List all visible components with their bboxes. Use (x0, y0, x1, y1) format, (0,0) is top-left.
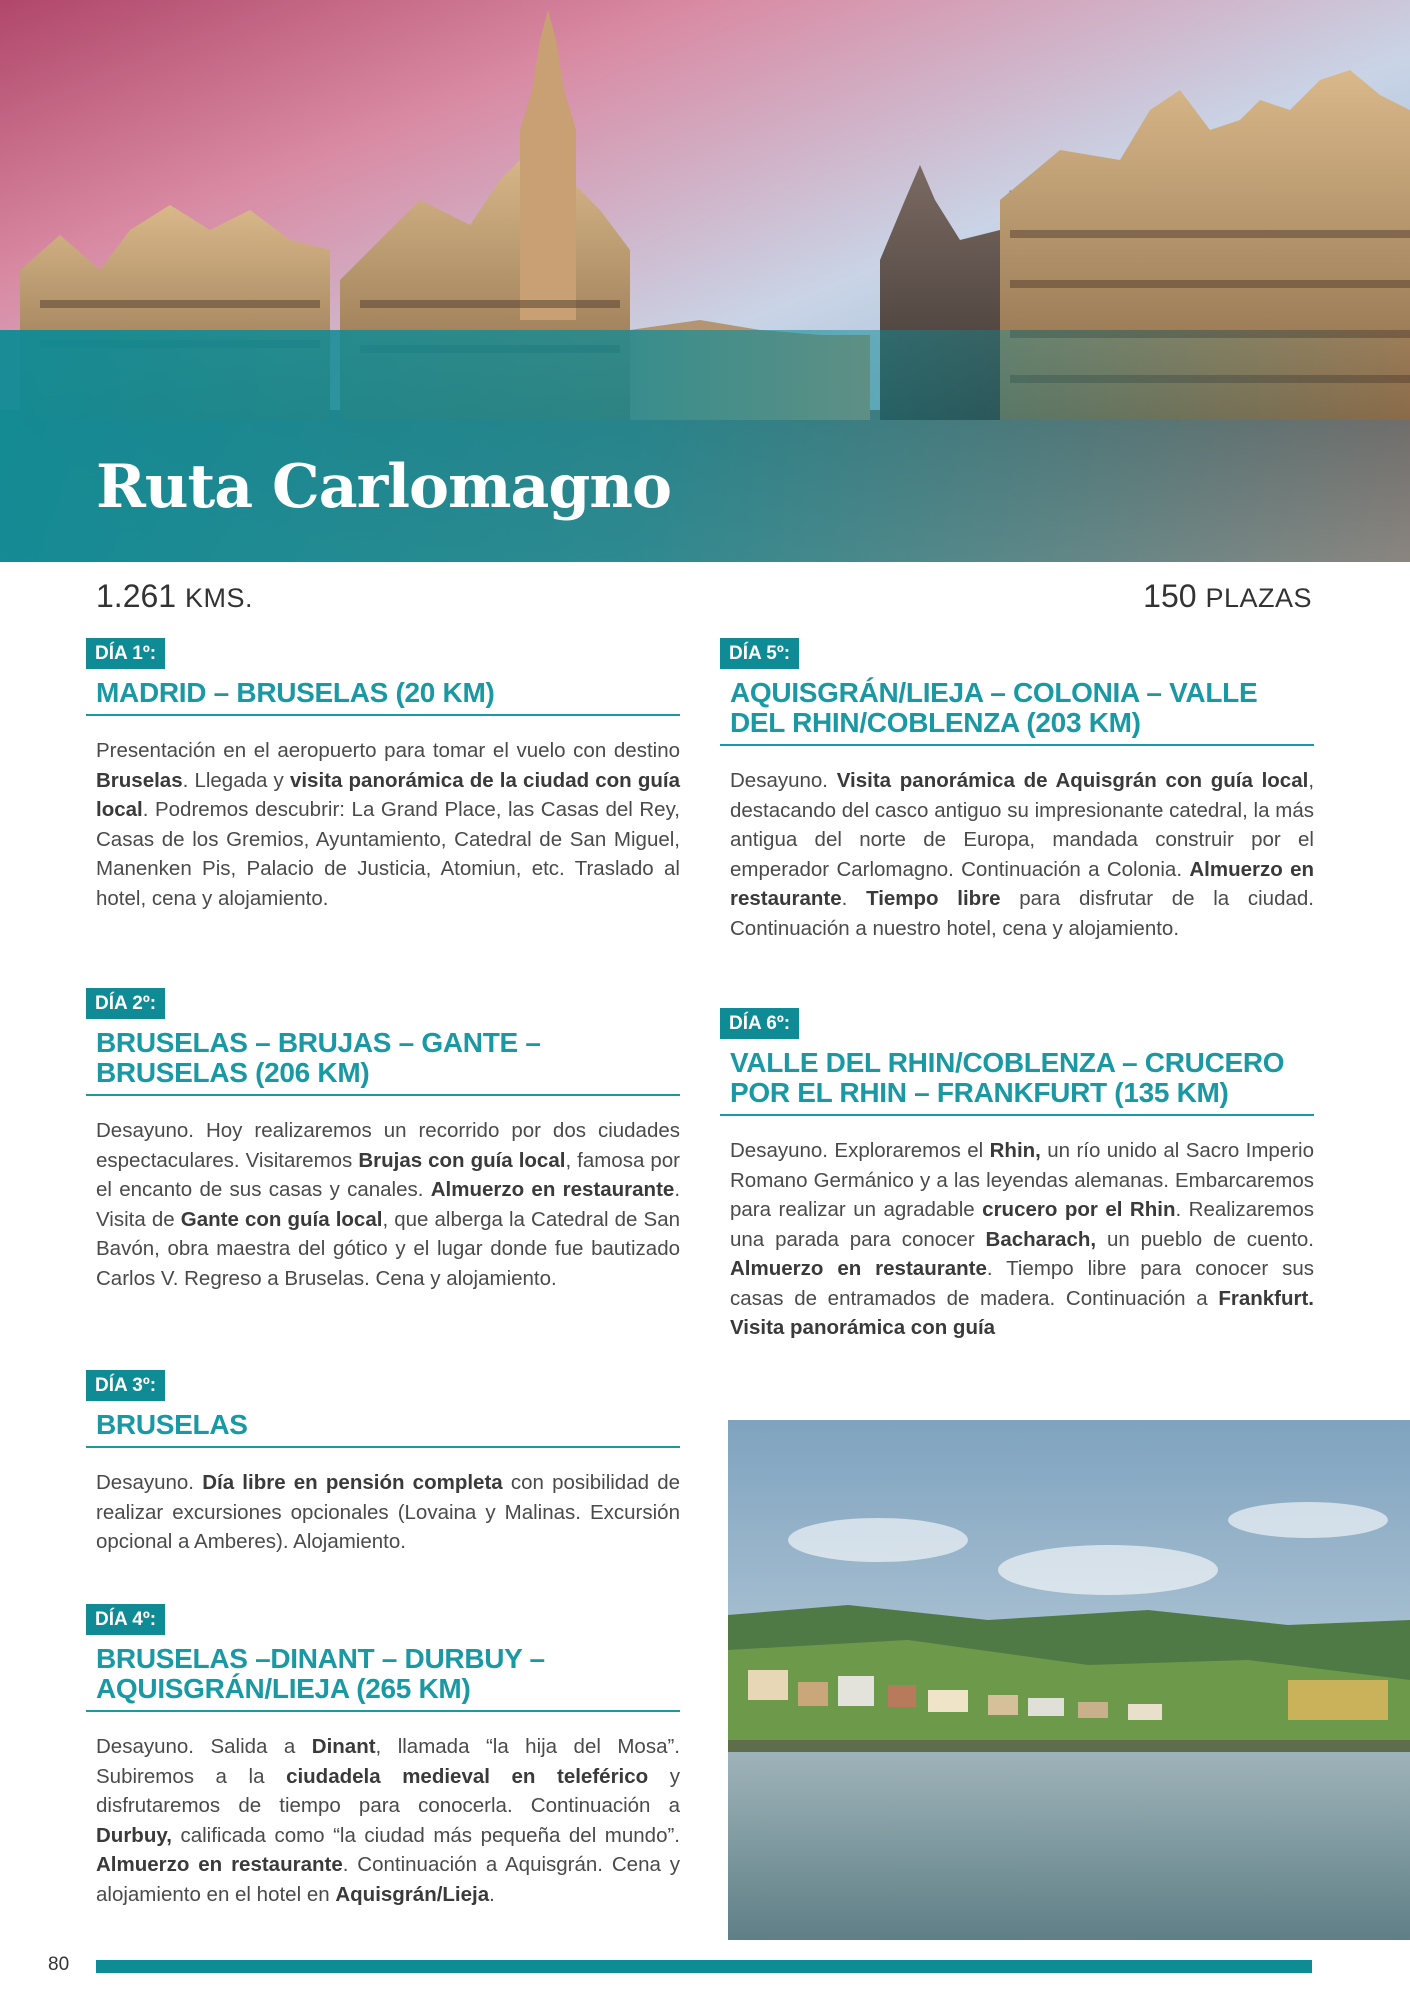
highlight-text: Durbuy, (96, 1823, 172, 1847)
highlight-text: Almuerzo en restaurante (730, 1257, 987, 1280)
body-text: . Podremos descubrir: La Grand Place, las Casas del Rey, Casas de los Gremios, Ayuntamiento, Catedral de San Miguel, Manenken Pis, Palacio de Justicia, Atomiun, etc. Traslado al hotel, cena y alojamiento. (96, 798, 680, 910)
body-text: Desayuno. (730, 769, 837, 792)
body-text: . (841, 887, 867, 910)
day-description (86, 1116, 680, 1293)
day-title: BRUSELAS (86, 1410, 680, 1448)
day-title: MADRID – BRUSELAS (20 KM) (86, 678, 680, 716)
day-title: BRUSELAS –DINANT – DURBUY – AQUISGRÁN/LIEJA (265 KM) (86, 1644, 680, 1712)
body-text: para disfrutar de la ciudad. Continuación a nuestro hotel, cena y alojamiento. (730, 887, 1314, 940)
body-text: calificada como “la ciudad más pequeña del mundo”. (171, 1823, 680, 1847)
day-description (720, 1136, 1314, 1343)
page-title: Ruta Carlomagno (96, 452, 671, 522)
body-text: Desayuno. Salida a (96, 1735, 312, 1758)
body-text: Presentación en el aeropuerto para tomar el vuelo con destino (96, 739, 680, 762)
highlight-text: Bruselas (96, 768, 183, 792)
seats-stat (1143, 578, 1312, 615)
body-text: un río unido al Sacro Imperio Romano Germánico y a las leyendas alemanas. Embarcaremos para realizar un agradable (730, 1139, 1314, 1221)
seats-value: 150 (1143, 578, 1197, 614)
day-description (86, 1468, 680, 1557)
highlight-text: Dinant (311, 1735, 376, 1758)
highlight-text: visita panorámica de la ciudad con guía local (96, 768, 680, 821)
distance-unit: KMS. (184, 583, 253, 613)
day-4-section (86, 1604, 680, 1909)
day-badge: DÍA 1º: (86, 638, 165, 669)
body-text: . Realizaremos una parada para conocer (730, 1198, 1314, 1251)
day-badge: DÍA 6º: (720, 1008, 799, 1039)
highlight-text: Gante con guía local (180, 1207, 383, 1231)
day-1-section (86, 638, 680, 913)
body-text: . Llegada y (182, 768, 290, 792)
highlight-text: Tiempo libre (866, 887, 1001, 910)
highlight-text: Aquisgrán/Lieja (335, 1882, 490, 1906)
highlight-text: Rhin, (989, 1139, 1041, 1162)
body-text: , que alberga la Catedral de San Bavón, obra maestra del gótico y el lugar donde fue bautizado Carlos V. Regreso a Bruselas. Cena y alojamiento. (96, 1207, 680, 1290)
day-2-section (86, 988, 680, 1293)
body-text: un pueblo de cuento. (1096, 1227, 1314, 1251)
day-badge: DÍA 5º: (720, 638, 799, 669)
body-text: con posibilidad de realizar excursiones opcionales (Lovaina y Malinas. Excursión opcional a Amberes). Alojamiento. (96, 1471, 680, 1553)
distance-stat (96, 578, 253, 615)
day-6-section (720, 1008, 1314, 1343)
day-3-section (86, 1370, 680, 1557)
day-badge: DÍA 3º: (86, 1370, 165, 1401)
page-number: 80 (48, 1954, 70, 1975)
distance-value: 1.261 (96, 578, 177, 614)
footer-bar (96, 1960, 1312, 1973)
day-description (86, 1732, 680, 1909)
highlight-text: Almuerzo en restaurante (430, 1178, 675, 1201)
highlight-text: Día libre en pensión completa (202, 1471, 503, 1494)
body-text: , famosa por el encanto de sus casas y canales. (96, 1148, 680, 1201)
body-text: Desayuno. (96, 1471, 203, 1494)
body-text: . Tiempo libre para conocer sus casas de entramados de madera. Continuación a (730, 1257, 1315, 1310)
body-text: , destacando del casco antiguo su impresionante catedral, la más antigua del norte de Europa, mandada construir por el emperador Carlomagno. Continuación a Colonia. (730, 769, 1315, 881)
body-text: y disfrutaremos de tiempo para conocerla. Continuación a (96, 1764, 680, 1817)
rhine-valley-photo (728, 1420, 1410, 1940)
day-5-section (720, 638, 1314, 943)
highlight-text: Almuerzo en restaurante (730, 857, 1314, 910)
seats-unit: PLAZAS (1205, 583, 1312, 613)
body-text: , llamada “la hija del Mosa”. Subiremos a la (96, 1735, 681, 1788)
body-text: . (489, 1882, 495, 1906)
body-text: . Visita de (96, 1178, 681, 1231)
highlight-text: Brujas con guía local (358, 1148, 566, 1172)
highlight-text: Visita panorámica de Aquisgrán con guía local (836, 769, 1309, 792)
hero-banner (0, 0, 1410, 562)
day-badge: DÍA 4º: (86, 1604, 165, 1635)
highlight-text: ciudadela medieval en teleférico (286, 1764, 649, 1788)
body-text: . Continuación a Aquisgrán. Cena y alojamiento en el hotel en (96, 1853, 681, 1906)
day-badge: DÍA 2º: (86, 988, 165, 1019)
day-title: BRUSELAS – BRUJAS – GANTE – BRUSELAS (206 KM) (86, 1028, 680, 1096)
body-text: Desayuno. Exploraremos el (730, 1139, 990, 1162)
highlight-text: Visita panorámica con guía (730, 1316, 996, 1339)
day-title: VALLE DEL RHIN/COBLENZA – CRUCERO POR EL RHIN – FRANKFURT (135 KM) (720, 1048, 1314, 1116)
highlight-text: crucero por el Rhin (982, 1198, 1176, 1221)
highlight-text: Almuerzo en restaurante (96, 1853, 343, 1876)
highlight-text: Frankfurt. (1218, 1286, 1314, 1310)
highlight-text: Bacharach, (985, 1227, 1097, 1251)
day-title: AQUISGRÁN/LIEJA – COLONIA – VALLE DEL RHIN/COBLENZA (203 KM) (720, 678, 1314, 746)
body-text: Desayuno. Hoy realizaremos un recorrido por dos ciudades espectaculares. Visitaremos (96, 1119, 680, 1172)
day-description (720, 766, 1314, 943)
day-description (86, 736, 680, 913)
